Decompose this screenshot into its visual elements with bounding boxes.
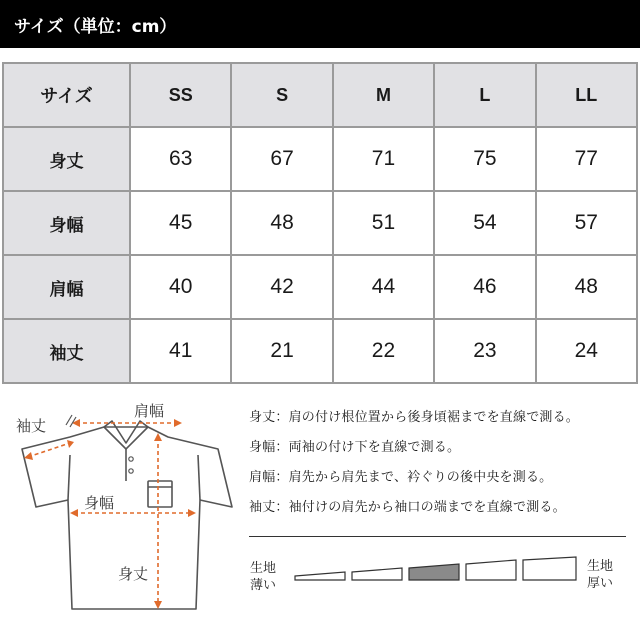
table-cell: 51 bbox=[333, 191, 434, 255]
row-label: 肩幅 bbox=[3, 255, 130, 319]
measurement-notes bbox=[249, 403, 639, 523]
page-header bbox=[0, 0, 640, 48]
size-header: S bbox=[231, 63, 332, 127]
table-cell: 63 bbox=[130, 127, 231, 191]
table-row bbox=[3, 191, 637, 255]
divider bbox=[249, 536, 626, 537]
thickness-level-2 bbox=[352, 568, 402, 580]
dimension-ticks bbox=[66, 415, 76, 427]
table-cell: 71 bbox=[333, 127, 434, 191]
thin-label-line2: 薄い bbox=[250, 578, 277, 593]
table-cell: 44 bbox=[333, 255, 434, 319]
table-cell: 40 bbox=[130, 255, 231, 319]
note-body-length: 身丈：肩の付け根位置から後身頃裾までを直線で測る。 bbox=[249, 410, 580, 425]
shirt-buttons bbox=[129, 457, 133, 473]
table-row bbox=[3, 255, 637, 319]
table-cell: 21 bbox=[231, 319, 332, 383]
table-row bbox=[3, 319, 637, 383]
arrow-heads bbox=[24, 419, 196, 609]
table-cell: 46 bbox=[434, 255, 535, 319]
size-table bbox=[2, 62, 638, 384]
thin-fabric-label bbox=[250, 560, 276, 594]
row-label: 身丈 bbox=[3, 127, 130, 191]
table-header-row bbox=[3, 63, 637, 127]
thickness-level-3 bbox=[409, 564, 459, 580]
thick-fabric-label bbox=[587, 558, 613, 592]
table-cell: 57 bbox=[536, 191, 637, 255]
size-header: M bbox=[333, 63, 434, 127]
thick-label-line2: 厚い bbox=[587, 576, 614, 591]
note-shoulder-width: 肩幅：肩先から肩先まで、衿ぐりの後中央を測る。 bbox=[249, 470, 553, 485]
table-cell: 22 bbox=[333, 319, 434, 383]
note-body-width: 身幅：両袖の付け下を直線で測る。 bbox=[249, 440, 461, 455]
table-corner-label: サイズ bbox=[3, 63, 130, 127]
table-cell: 48 bbox=[536, 255, 637, 319]
size-header: L bbox=[434, 63, 535, 127]
row-label: 身幅 bbox=[3, 191, 130, 255]
measure-arrows bbox=[28, 423, 192, 605]
table-cell: 77 bbox=[536, 127, 637, 191]
table-cell: 48 bbox=[231, 191, 332, 255]
thin-label-line1: 生地 bbox=[250, 561, 277, 576]
table-cell: 67 bbox=[231, 127, 332, 191]
size-header: LL bbox=[536, 63, 637, 127]
body-width-label: 身幅 bbox=[84, 494, 115, 512]
size-header: SS bbox=[130, 63, 231, 127]
thickness-level-4 bbox=[466, 560, 516, 580]
table-cell: 54 bbox=[434, 191, 535, 255]
table-cell: 23 bbox=[434, 319, 535, 383]
thickness-level-5 bbox=[523, 557, 576, 580]
table-cell: 42 bbox=[231, 255, 332, 319]
polo-shirt-diagram bbox=[0, 385, 240, 635]
table-cell: 24 bbox=[536, 319, 637, 383]
row-label: 袖丈 bbox=[3, 319, 130, 383]
body-length-label: 身丈 bbox=[118, 565, 149, 583]
thick-label-line1: 生地 bbox=[587, 559, 614, 574]
table-row bbox=[3, 127, 637, 191]
table-cell: 75 bbox=[434, 127, 535, 191]
thickness-level-1 bbox=[295, 572, 345, 580]
shoulder-width-label: 肩幅 bbox=[134, 402, 165, 420]
table-cell: 45 bbox=[130, 191, 231, 255]
fabric-thickness-scale bbox=[293, 556, 579, 586]
note-sleeve-length: 袖丈：袖付けの肩先から袖口の端までを直線で測る。 bbox=[249, 500, 566, 515]
page-title: サイズ（単位：cm） bbox=[14, 16, 177, 37]
sleeve-length-label: 袖丈 bbox=[16, 417, 47, 435]
table-cell: 41 bbox=[130, 319, 231, 383]
